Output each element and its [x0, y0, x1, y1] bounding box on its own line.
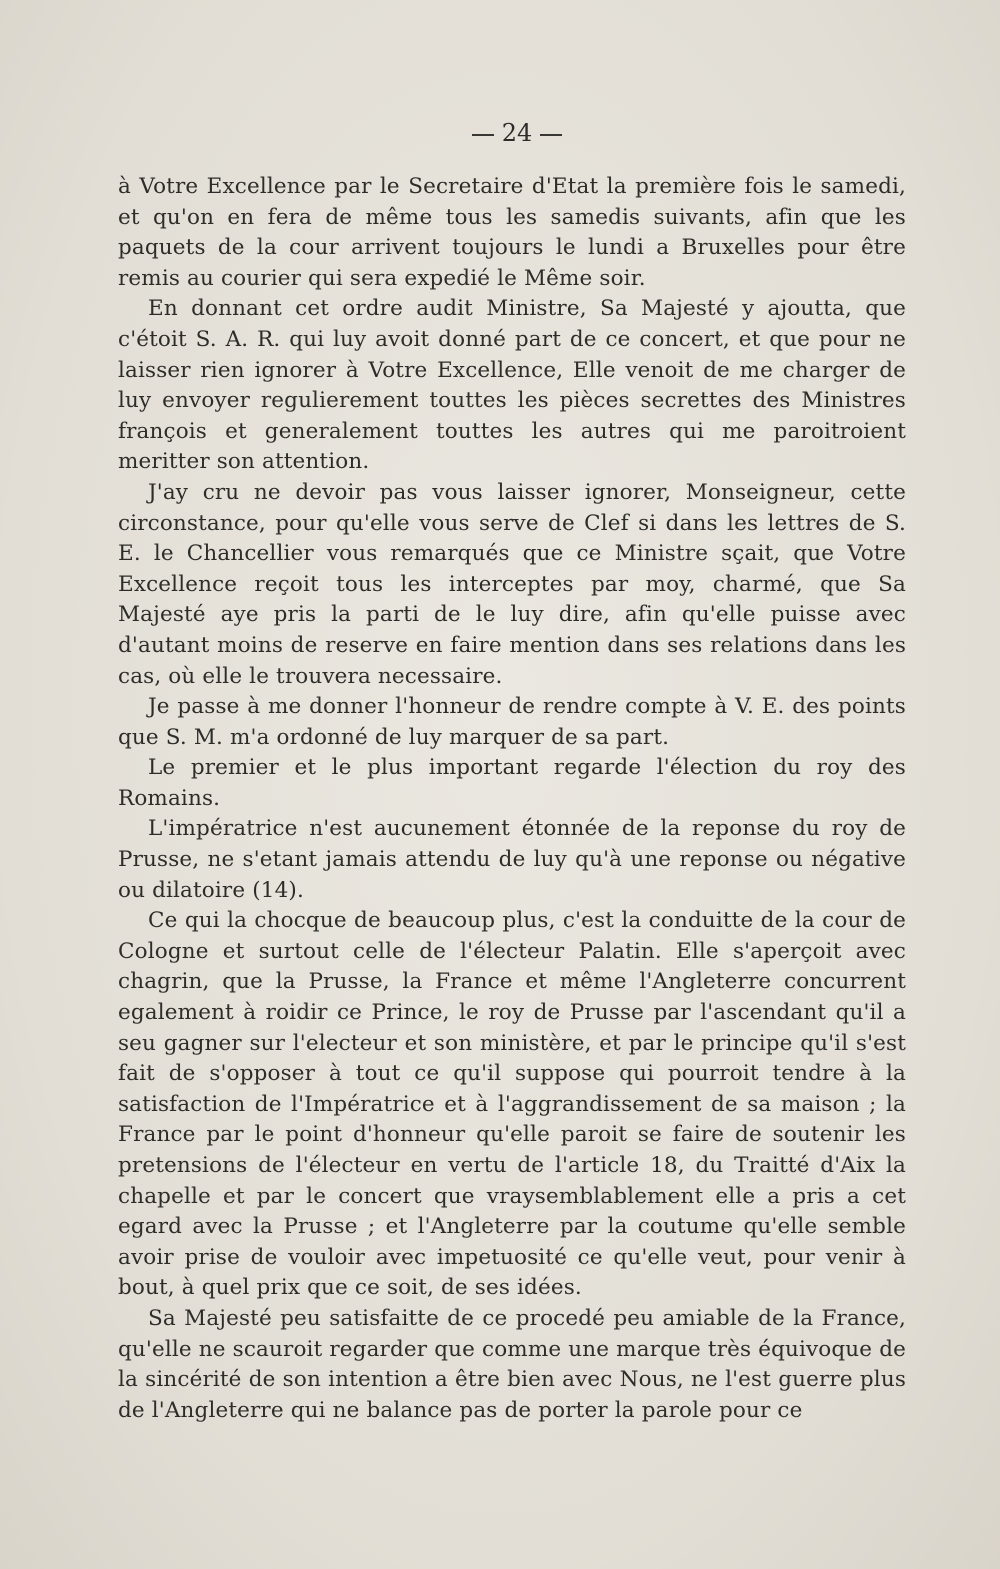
paragraph-4: Je passe à me donner l'honneur de rendre compte à V. E. des points que S. M. m'a ordonné de luy marquer de sa part. [118, 694, 906, 750]
paragraph-8: Sa Majesté peu satisfaitte de ce procedé peu amiable de la France, qu'elle ne scauroit regarder que comme une marque très équivoque de la sincérité de son intention a être bien avec Nous, ne l'est guerre plus de l'Angleterre qui ne balance pas de porter la parole pour ce [118, 1305, 906, 1423]
paragraph-5: Le premier et le plus important regarde l'élection du roy des Romains. [118, 755, 906, 811]
book-page [118, 118, 906, 1426]
paragraph-2: En donnant cet ordre audit Ministre, Sa Majesté y ajoutta, que c'étoit S. A. R. qui luy avoit donné part de ce concert, et que pour ne laisser rien ignorer à Votre Excellence, Elle venoit de me charger de luy envoyer regulierement touttes les pièces secrettes des Ministres françois et generalement touttes les autres qui me paroitroient meritter son attention. [118, 296, 906, 475]
page-number-dash-left [472, 134, 494, 136]
paragraph-6: L'impératrice n'est aucunement étonnée de la reponse du roy de Prusse, ne s'etant jamais attendu de luy qu'à une reponse ou négative ou dilatoire (14). [118, 816, 906, 903]
page-number-header [118, 118, 906, 148]
page-number: 24 [501, 119, 533, 147]
paragraph-3: J'ay cru ne devoir pas vous laisser ignorer, Monseigneur, cette circonstance, pour qu'elle vous serve de Clef si dans les lettres de S. E. le Chancellier vous remarqués que ce Ministre sçait, que Votre Excellence reçoit tous les interceptes par moy, charmé, que Sa Majesté aye pris la parti de le luy dire, afin qu'elle puisse avec d'autant moins de reserve en faire mention dans ses relations dans les cas, où elle le trouvera necessaire. [118, 479, 906, 689]
body-text [118, 172, 906, 1426]
paragraph-1: à Votre Excellence par le Secretaire d'Etat la première fois le samedi, et qu'on en fera de même tous les samedis suivants, afin que les paquets de la cour arrivent toujours le lundi a Bruxelles pour être remis au courier qui sera expedié le Même soir. [118, 174, 906, 291]
paragraph-7: Ce qui la chocque de beaucoup plus, c'est la conduitte de la cour de Cologne et surtout celle de l'électeur Palatin. Elle s'aperçoit avec chagrin, que la Prusse, la France et même l'Angleterre concurrent egalement à roidir ce Prince, le roy de Prusse par l'ascendant qu'il a seu gagner sur l'electeur et son ministère, et par le principe qu'il s'est fait de s'opposer à tout ce qu'il suppose qui pourroit tendre à la satisfaction de l'Impératrice et à l'aggrandissement de sa maison ; la France par le point d'honneur qu'elle paroit se faire de soutenir les pretensions de l'électeur en vertu de l'article 18, du Traitté d'Aix la chapelle et par le concert que vraysemblablement elle a pris a cet egard avec la Prusse ; et l'Angleterre par la coutume qu'elle semble avoir prise de vouloir avec impetuosité ce qu'elle veut, pour venir à bout, à quel prix que ce soit, de ses idées. [118, 908, 906, 1301]
page-number-dash-right [540, 134, 562, 136]
